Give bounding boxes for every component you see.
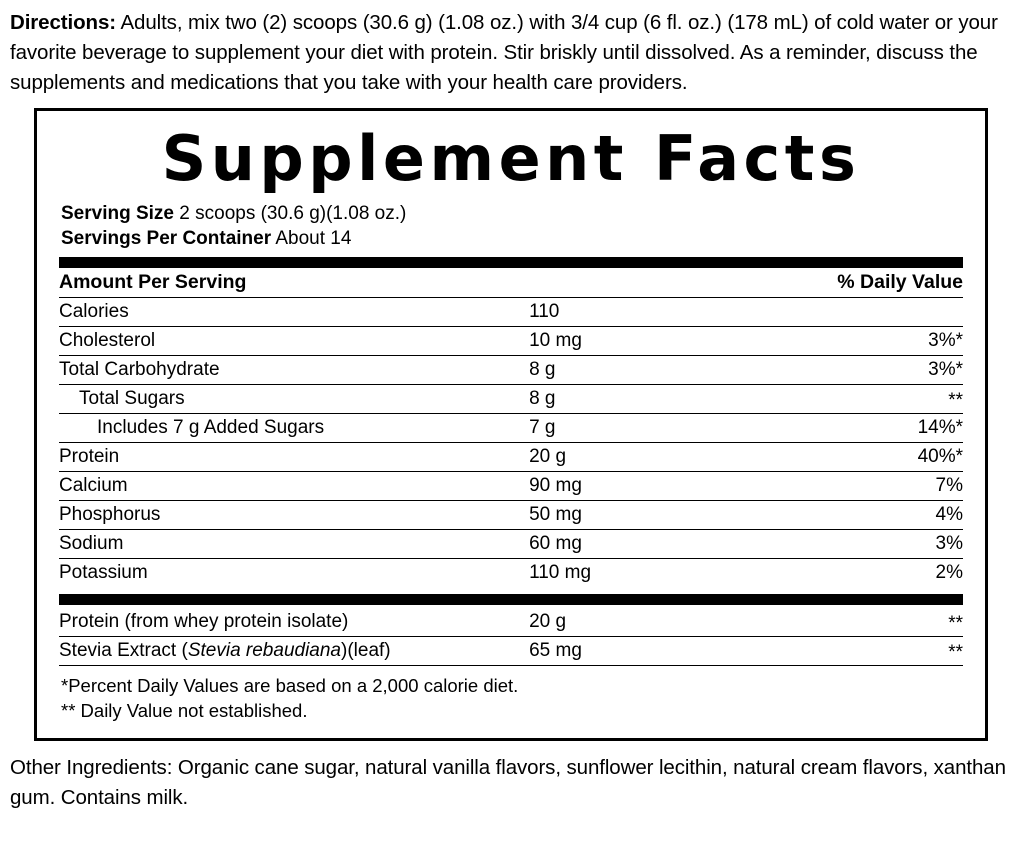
table-row (59, 384, 963, 413)
nutrient-name: Cholesterol (59, 326, 529, 355)
serving-size-line (61, 201, 963, 226)
directions-text: Adults, mix two (2) scoops (30.6 g) (1.08 oz.) with 3/4 cup (6 fl. oz.) (178 mL) of cold water or your favorite beverage to supplement your diet with protein. Stir briskly until dissolved. As a reminder, discuss the supplements and medications that you take with your health care providers. (10, 11, 998, 95)
ingredient-name: Protein (from whey protein isolate) (59, 608, 529, 637)
supplement-facts-panel (34, 108, 988, 740)
divider-thick-mid (59, 594, 963, 605)
servings-per-container-label: Servings Per Container (61, 227, 272, 249)
nutrient-name: Includes 7 g Added Sugars (59, 413, 529, 442)
footnotes (61, 674, 963, 724)
nutrient-name: Potassium (59, 561, 148, 583)
nutrient-dv: ** (800, 384, 963, 413)
nutrient-dv: 3%* (800, 326, 963, 355)
nutrient-dv: 3%* (800, 355, 963, 384)
nutrient-name: Calcium (59, 471, 529, 500)
nutrient-name: Total Sugars (59, 384, 529, 413)
nutrient-amount: 60 mg (529, 529, 800, 558)
other-ingredients: Other Ingredients: Organic cane sugar, natural vanilla flavors, sunflower lecithin, natural cream flavors, xanthan gum. Contains milk. (10, 755, 1006, 809)
nutrient-dv: 40%* (800, 442, 963, 471)
nutrient-table-header (59, 268, 963, 298)
nutrient-name: Protein (59, 442, 529, 471)
nutrient-dv: 2% (935, 561, 963, 583)
nutrient-amount: 110 mg (529, 561, 592, 583)
header-amount-per-serving: Amount Per Serving (59, 268, 529, 298)
ingredient-name-head: Stevia Extract ( (59, 639, 188, 661)
nutrient-name: Phosphorus (59, 500, 529, 529)
table-row (59, 471, 963, 500)
ingredient-name (59, 636, 529, 665)
nutrient-amount: 8 g (529, 384, 800, 413)
table-row (59, 608, 963, 637)
ingredient-dv: ** (800, 608, 963, 637)
table-row (59, 297, 963, 326)
nutrient-name: Calories (59, 297, 529, 326)
serving-size-value: 2 scoops (30.6 g)(1.08 oz.) (174, 202, 407, 224)
servings-per-container-line (61, 226, 963, 251)
table-row (59, 442, 963, 471)
nutrient-name: Total Carbohydrate (59, 355, 529, 384)
ingredient-name-tail: )(leaf) (341, 639, 391, 661)
header-spacer (529, 268, 800, 298)
divider-thick-top (59, 257, 963, 268)
nutrient-amount: 10 mg (529, 326, 800, 355)
footnote-daily-value: *Percent Daily Values are based on a 2,000 calorie diet. (61, 674, 519, 696)
nutrient-amount: 8 g (529, 355, 800, 384)
table-row (59, 636, 963, 665)
servings-per-container-value: About 14 (271, 227, 352, 249)
supplement-facts-title: Supplement Facts (161, 122, 861, 196)
directions-paragraph (10, 8, 1012, 98)
nutrient-dv (800, 297, 963, 326)
nutrient-dv: 7% (800, 471, 963, 500)
nutrient-table-body (59, 268, 963, 666)
nutrient-amount: 7 g (529, 413, 800, 442)
nutrient-dv: 4% (800, 500, 963, 529)
serving-size-label: Serving Size (61, 202, 174, 224)
nutrient-dv: 3% (800, 529, 963, 558)
nutrient-amount: 50 mg (529, 500, 800, 529)
table-row (59, 326, 963, 355)
nutrient-amount: 20 g (529, 442, 800, 471)
table-row (59, 413, 963, 442)
table-row (59, 355, 963, 384)
table-row (59, 500, 963, 529)
nutrient-name: Sodium (59, 529, 529, 558)
ingredient-amount: 65 mg (529, 636, 800, 665)
nutrient-amount: 90 mg (529, 471, 800, 500)
nutrient-amount: 110 (529, 297, 800, 326)
ingredient-name-latin: Stevia rebaudiana (187, 639, 341, 661)
nutrient-table (59, 268, 963, 666)
ingredient-dv: ** (800, 636, 963, 665)
divider-row (59, 587, 963, 608)
directions-label: Directions: (10, 11, 116, 34)
table-row (59, 529, 963, 558)
ingredient-amount: 20 g (529, 608, 800, 637)
nutrient-dv: 14%* (800, 413, 963, 442)
header-daily-value: % Daily Value (800, 268, 963, 298)
footnote-not-established: ** Daily Value not established. (61, 699, 308, 721)
table-row (59, 558, 963, 587)
divider-thick-mid-cell (59, 587, 963, 608)
